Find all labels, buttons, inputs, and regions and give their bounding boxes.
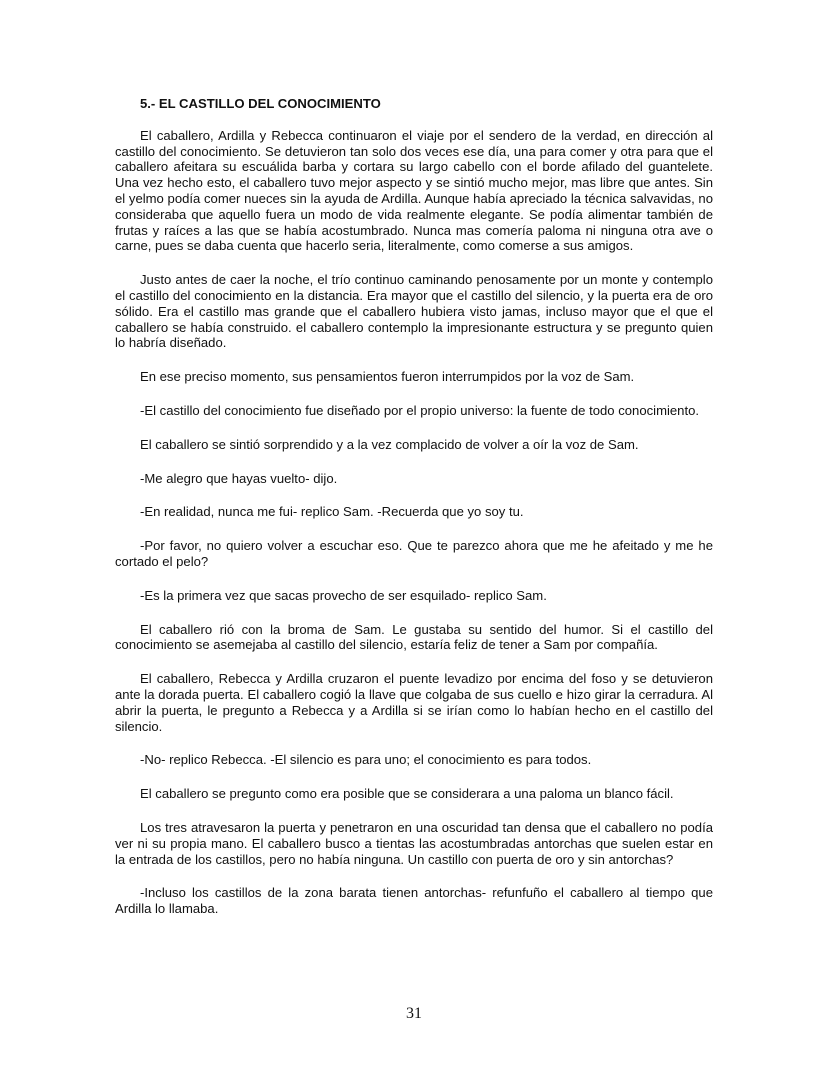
paragraph: -Por favor, no quiero volver a escuchar eso. Que te parezco ahora que me he afeitado y me he cortado el pelo? xyxy=(115,538,713,569)
page-number: 31 xyxy=(406,1005,422,1022)
paragraph: -No- replico Rebecca. -El silencio es para uno; el conocimiento es para todos. xyxy=(140,752,592,768)
paragraph: Justo antes de caer la noche, el trío continuo caminando penosamente por un monte y contemplo el castillo del conocimiento en la distancia. Era mayor que el castillo del silencio, y la puerta era de oro sólido. Era el castillo mas grande que el caballero hubiera visto jamas, incluso mayor que el que el caballero se había construido. el caballero contemplo la impresionante estructura y se pregunto quien lo habría diseñado. xyxy=(115,272,713,351)
paragraph: El caballero, Ardilla y Rebecca continuaron el viaje por el sendero de la verdad, en dirección al castillo del conocimiento. Se detuvieron tan solo dos veces ese día, una para comer y otra para que el caballero afeitara su escuálida barba y cortara su largo cabello con el borde afilado del guantelete. Una vez hecho esto, el caballero tuvo mejor aspecto y se sintió mucho mejor, mas libre que antes. Sin el yelmo podía comer nueces sin la ayuda de Ardilla. Aunque había apreciado la técnica salvavidas, no consideraba que aquello fuera un modo de vida realmente elegante. Se podía alimentar también de frutas y raíces a las que se había acostumbrado. Nunca mas comería paloma ni ninguna otra ave o carne, pues se daba cuenta que hacerlo seria, literalmente, como comerse a sus amigos. xyxy=(115,127,713,254)
paragraph: El caballero se sintió sorprendido y a la vez complacido de volver a oír la voz de Sam. xyxy=(140,436,639,452)
paragraph: -Es la primera vez que sacas provecho de ser esquilado- replico Sam. xyxy=(140,587,547,603)
paragraph: -Me alegro que hayas vuelto- dijo. xyxy=(140,470,338,486)
paragraph: -En realidad, nunca me fui- replico Sam. -Recuerda que yo soy tu. xyxy=(140,504,524,520)
paragraph: Los tres atravesaron la puerta y penetraron en una oscuridad tan densa que el caballero no podía ver ni su propia mano. El caballero busco a tientas las acostumbradas antorchas que suelen estar en la entrada de los castillos, pero no había ninguna. Un castillo con puerta de oro y sin antorchas? xyxy=(115,819,713,867)
paragraph: -Incluso los castillos de la zona barata tienen antorchas- refunfuño el caballero al tiempo que Ardilla lo llamaba. xyxy=(115,885,713,917)
paragraph: El caballero, Rebecca y Ardilla cruzaron el puente levadizo por encima del foso y se detuvieron ante la dorada puerta. El caballero cogió la llave que colgaba de sus cuello e hizo girar la cerradura. Al abrir la puerta, le pregunto a Rebecca y a Ardilla si se irían como lo habían hecho en el castillo del silencio. xyxy=(115,671,713,734)
paragraph: -El castillo del conocimiento fue diseñado por el propio universo: la fuente de todo conocimiento. xyxy=(140,402,700,418)
paragraph: En ese preciso momento, sus pensamientos fueron interrumpidos por la voz de Sam. xyxy=(140,369,635,385)
paragraph: El caballero se pregunto como era posible que se considerara a una paloma un blanco fácil. xyxy=(140,786,674,802)
chapter-title: 5.- EL CASTILLO DEL CONOCIMIENTO xyxy=(140,96,381,111)
paragraph: El caballero rió con la broma de Sam. Le gustaba su sentido del humor. Si el castillo del conocimiento se asemejaba al castillo del silencio, estaría feliz de tener a Sam por compañía. xyxy=(115,621,713,653)
page-content xyxy=(115,96,713,935)
